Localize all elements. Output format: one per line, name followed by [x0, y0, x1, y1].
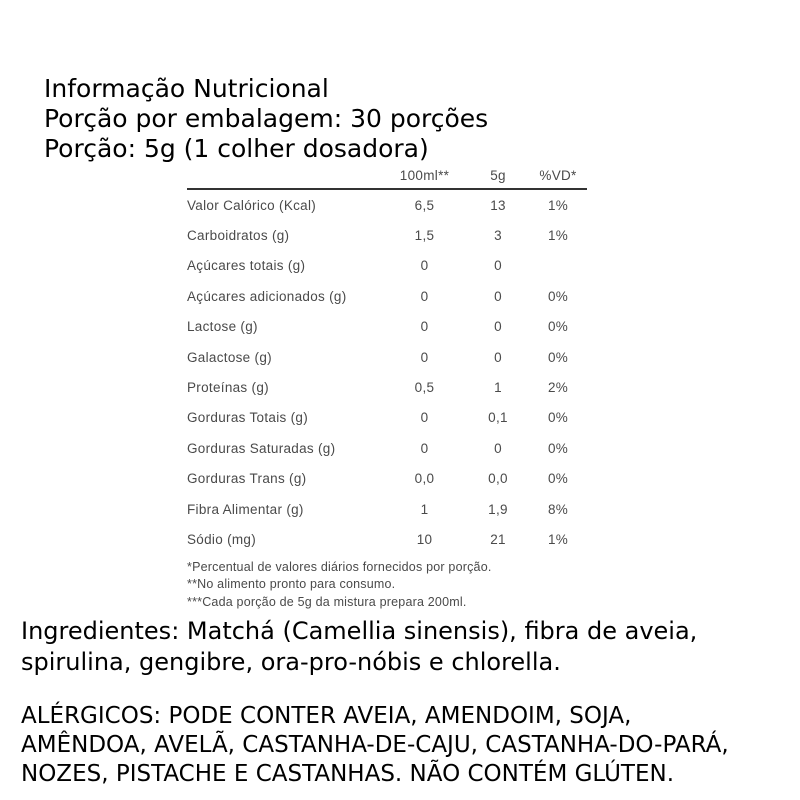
table-row	[187, 342, 587, 372]
value-5g: 1,9	[488, 501, 508, 517]
column-header-100ml: 100ml**	[399, 167, 450, 183]
nutrient-label: Galactose (g)	[187, 349, 272, 365]
table-row	[187, 312, 587, 342]
table-row	[187, 281, 587, 311]
value-5g: 3	[494, 228, 502, 244]
value-vd: 2%	[547, 380, 569, 396]
nutrient-label: Sódio (mg)	[187, 531, 257, 547]
ingredients-line: Ingredientes: Matchá (Camellia sinensis), fibra de aveia,	[21, 617, 698, 645]
nutrition-table	[187, 162, 587, 611]
table-row	[187, 403, 587, 433]
portion-size: Porção: 5g (1 colher dosadora)	[44, 134, 429, 163]
label-header	[44, 74, 488, 164]
nutrient-label: Proteínas (g)	[187, 380, 269, 396]
allergens-section	[21, 702, 729, 789]
nutrient-label: Lactose (g)	[187, 319, 258, 335]
table-row	[187, 494, 587, 524]
value-100ml: 0	[420, 319, 429, 335]
footnote-prepared: **No alimento pronto para consumo.	[187, 577, 396, 592]
value-100ml: 0	[420, 410, 429, 426]
value-100ml: 0	[420, 440, 429, 456]
value-100ml: 0,5	[414, 380, 435, 396]
ingredients-section	[21, 616, 697, 678]
table-row	[187, 220, 587, 250]
footnote-vd: *Percentual de valores diários fornecidos por porção.	[187, 559, 492, 574]
allergens-line: ALÉRGICOS: PODE CONTER AVEIA, AMENDOIM, SOJA,	[21, 703, 632, 729]
value-100ml: 1,5	[414, 228, 435, 244]
value-5g: 0	[494, 319, 502, 335]
value-5g: 0	[494, 258, 502, 274]
value-5g: 0	[494, 349, 502, 365]
table-row	[187, 524, 587, 554]
value-5g: 0	[494, 440, 502, 456]
column-header-vd: %VD*	[539, 167, 577, 183]
value-100ml: 0	[420, 258, 429, 274]
value-vd: 1%	[547, 197, 569, 213]
column-header-5g: 5g	[490, 167, 506, 183]
value-100ml: 10	[416, 531, 433, 547]
allergens-line: AMÊNDOA, AVELÃ, CASTANHA-DE-CAJU, CASTANHA-DO-PARÁ,	[21, 732, 729, 758]
allergens-line: NOZES, PISTACHE E CASTANHAS. NÃO CONTÉM GLÚTEN.	[21, 761, 675, 787]
nutrient-label: Carboidratos (g)	[187, 228, 290, 244]
value-vd: 1%	[547, 531, 569, 547]
table-footnotes	[187, 559, 587, 612]
servings-per-package: Porção por embalagem: 30 porções	[44, 104, 489, 133]
value-vd: 1%	[547, 228, 569, 244]
value-vd: 0%	[547, 319, 569, 335]
table-header-row	[187, 162, 587, 190]
value-5g: 21	[490, 531, 506, 547]
nutrient-label: Açúcares adicionados (g)	[187, 288, 347, 304]
nutrient-label: Gorduras Trans (g)	[187, 471, 307, 487]
footnote-portion: ***Cada porção de 5g da mistura prepara 200ml.	[187, 594, 467, 609]
nutrient-label: Gorduras Totais (g)	[187, 410, 308, 426]
table-row	[187, 372, 587, 402]
value-100ml: 0	[420, 349, 429, 365]
page-title: Informação Nutricional	[44, 74, 329, 103]
nutrient-label: Açúcares totais (g)	[187, 258, 306, 274]
ingredients-line: spirulina, gengibre, ora-pro-nóbis e chlorella.	[21, 648, 561, 676]
value-5g: 0,0	[488, 471, 508, 487]
value-100ml: 1	[420, 501, 429, 517]
table-row	[187, 433, 587, 463]
value-5g: 0	[494, 288, 502, 304]
value-100ml: 0	[420, 288, 429, 304]
nutrient-label: Valor Calórico (Kcal)	[187, 197, 317, 213]
value-vd: 0%	[547, 349, 569, 365]
table-row	[187, 190, 587, 220]
nutrient-label: Fibra Alimentar (g)	[187, 501, 304, 517]
table-row	[187, 464, 587, 494]
value-vd: 0%	[547, 440, 569, 456]
value-5g: 1	[494, 380, 502, 396]
value-100ml: 6,5	[414, 197, 435, 213]
value-5g: 0,1	[488, 410, 508, 426]
nutrient-label: Gorduras Saturadas (g)	[187, 440, 336, 456]
value-vd: 0%	[547, 410, 569, 426]
value-5g: 13	[490, 197, 506, 213]
value-vd: 0%	[547, 471, 569, 487]
table-row	[187, 251, 587, 281]
value-100ml: 0,0	[414, 471, 435, 487]
value-vd: 0%	[547, 288, 569, 304]
value-vd: 8%	[547, 501, 569, 517]
